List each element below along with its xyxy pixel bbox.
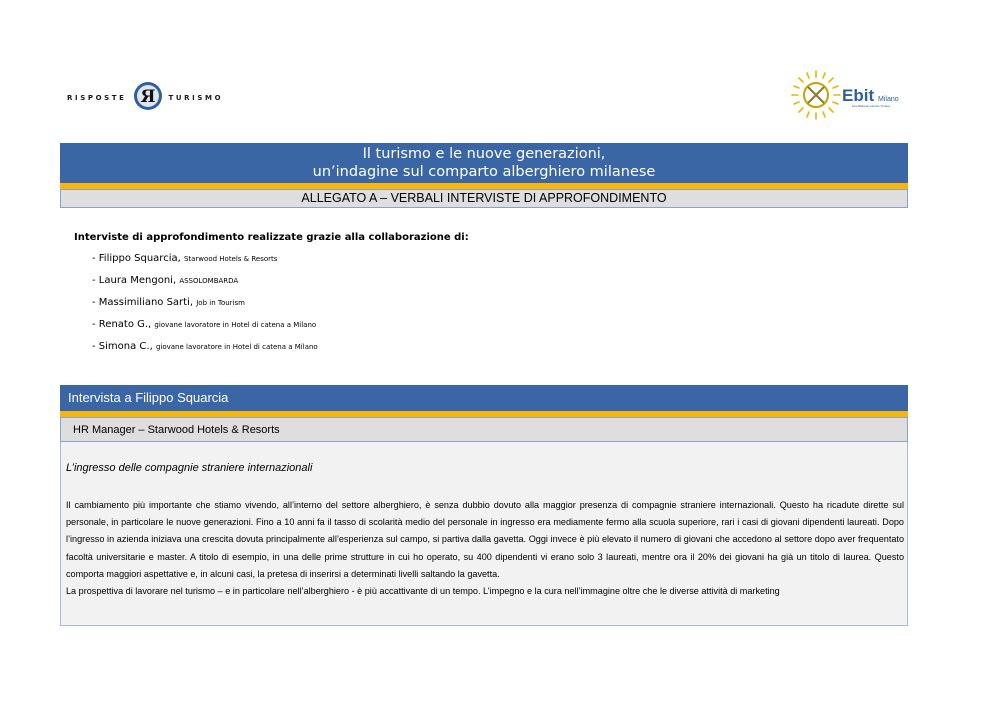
credit-name: - Laura Mengoni, (92, 275, 180, 286)
credits-list (92, 252, 318, 362)
logo-word-left: RISPOSTE (67, 94, 127, 102)
credit-item (92, 340, 318, 362)
document-title-band (60, 143, 908, 183)
ebit-brand-text: Ebit (842, 86, 875, 105)
credit-name: - Massimiliano Sarti, (92, 297, 197, 308)
ebit-milano-logo (786, 65, 906, 125)
interview-role: HR Manager – Starwood Hotels & Resorts (60, 417, 908, 442)
interview-section-title: L’ingresso delle compagnie straniere internazionali (66, 462, 313, 474)
credit-item (92, 318, 318, 340)
credit-name: - Filippo Squarcia, (92, 253, 184, 264)
logo-word-right: TURISMO (168, 94, 224, 102)
credit-item (92, 252, 318, 274)
risposte-turismo-logo (67, 83, 223, 113)
credit-role: ASSOLOMBARDA (179, 277, 239, 285)
credit-item (92, 296, 318, 318)
credit-role: giovane lavoratore in Hotel di catena a Milano (155, 343, 318, 351)
logo-mark-icon (133, 81, 163, 116)
interview-paragraph-2: La prospettiva di lavorare nel turismo – e in particolare nell’alberghiero - è più accattivante di un tempo. L’impegno e la cura nell’immagine oltre che le diverse attività di marketing (66, 586, 780, 597)
credit-item (92, 274, 318, 296)
credit-role: Starwood Hotels & Resorts (183, 255, 278, 263)
credit-role: giovane lavoratore in Hotel di catena a Milano (154, 321, 317, 329)
title-line-2: un’indagine sul comparto alberghiero milanese (312, 164, 656, 180)
credits-heading: Interviste di approfondimento realizzate grazie alla collaborazione di: (74, 232, 469, 243)
credit-name: - Renato G., (92, 319, 155, 330)
title-line-1: Il turismo e le nuove generazioni, (362, 146, 606, 162)
ebit-tagline-text: Ente Bilaterale Industria Turistica (852, 105, 890, 108)
interview-text (66, 497, 904, 600)
credit-role: Job in Tourism (196, 299, 245, 307)
logo-mark-letter: Я (140, 86, 156, 107)
interview-paragraph-1: Il cambiamento più importante che stiamo vivendo, all’interno del settore alberghiero, è senza dubbio dovuto alla maggior presenza di compagnie straniere internazionali. Questo ha ricadute dirette sul personale, in particolare le nuove generazioni. Fino a 10 anni fa il tasso di scolarità medio del personale in ingresso era mediamente fermo alla scuola superiore, rari i casi di giovani dipendenti laureati. Dopo l’ingresso in azienda iniziava una crescita dovuta principalmente all’esperienza sul campo, si partiva dalla gavetta. Oggi invece è più elevato il numero di giovani che accedono al settore dopo aver frequentato facoltà universitarie e master. A titolo di esempio, in una delle prime strutture in cui ho operato, su 400 dipendenti vi erano solo 3 laureati, mentre ora il 20% dei giovani ha già un titolo di laurea. Questo comporta maggiori aspettative e, in alcuni casi, la pretesa di inserirsi a determinati livelli saltando la gavetta. (66, 500, 904, 579)
credit-name: - Simona C., (92, 341, 156, 352)
ebit-city-text: Milano (878, 96, 899, 103)
interview-title: Intervista a Filippo Squarcia (60, 385, 908, 411)
document-subtitle: ALLEGATO A – VERBALI INTERVISTE DI APPROFONDIMENTO (60, 189, 908, 208)
